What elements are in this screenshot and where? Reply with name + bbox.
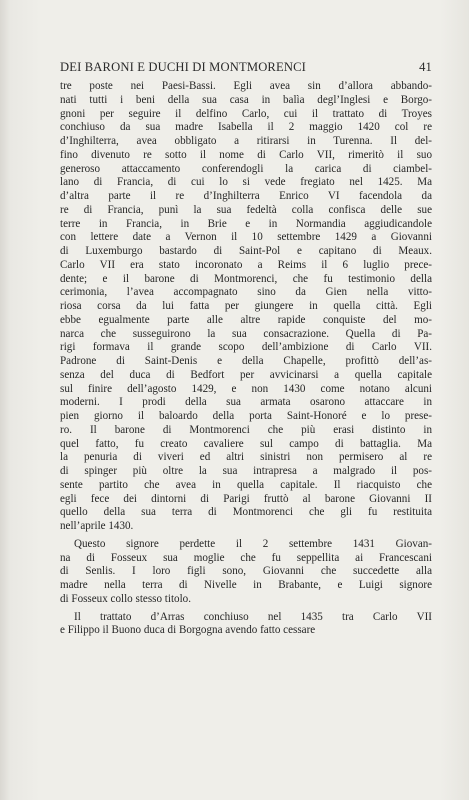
paragraph-2 xyxy=(60,538,432,607)
text-line: d’altra parte il re d’Inghilterra Enrico VI facendola da xyxy=(60,190,432,202)
text-line: quel fatto, fu creato cavaliere sul campo di battaglia. Ma xyxy=(60,437,432,450)
body-text xyxy=(60,80,432,638)
text-line: nell’aprile 1430. xyxy=(60,520,134,532)
text-line: di Luxemburgo bastardo di Saint-Pol e capitano di Meaux. xyxy=(60,245,432,257)
text-line: ro. Il barone di Montmorenci che più erasi distinto in xyxy=(60,423,432,436)
text-line: di Senlis. I loro figli sono, Giovanni che succedette alla xyxy=(60,565,432,578)
text-line: lano di Francia, di cui lo si vede fregiato nel 1425. Ma xyxy=(60,176,432,189)
text-line: cerimonia, l’avea accompagnato sino da Gien nella vitto- xyxy=(60,286,432,299)
text-line: gnoni per seguire il delfino Carlo, cui il trattato di Troyes xyxy=(60,107,432,120)
text-line: nati tutti i beni della sua casa in balìa degl’Inglesi e Borgo- xyxy=(60,93,432,106)
text-line: pien giorno il baloardo della porta Saint-Honoré e lo prese- xyxy=(60,410,432,422)
text-line: terre in Francia, in Brie e in Normandia aggiudicandole xyxy=(60,217,432,230)
text-line: conchiuso da sua madre Isabella il 2 maggio 1420 col re xyxy=(60,121,432,134)
text-line: d’Inghilterra, avea obbligato a ritirarsi in Turenna. Il del- xyxy=(60,135,432,147)
text-line: madre nella terra di Nivelle in Brabante, e Luigi signore xyxy=(60,579,432,591)
text-line: tre poste nei Paesi-Bassi. Egli avea sin d’allora abbando- xyxy=(60,80,432,92)
text-line: quello della sua terra di Montmorenci che gli fu restituita xyxy=(60,506,432,519)
text-line: fino divenuto re sotto il nome di Carlo VII, rimeritò il suo xyxy=(60,148,432,161)
text-line: senza del duca di Bedfort per avvicinarsi a quella capitale xyxy=(60,368,432,381)
text-line: Il trattato d’Arras conchiuso nel 1435 tra Carlo VII xyxy=(74,610,432,623)
text-line: di spinger più oltre la sua intrapresa a malgrado il pos- xyxy=(60,465,432,477)
text-line: Padrone di Saint-Denis e della Chapelle, profittò dell’as- xyxy=(60,355,432,367)
text-line: e Filippo il Buono duca di Borgogna avendo fatto cessare xyxy=(60,624,316,637)
text-line: generoso attaccamento conferendogli la carica di ciambel- xyxy=(60,162,432,175)
paragraph-1 xyxy=(60,80,432,534)
text-line: con lettere date a Vernon il 10 settembre 1429 a Giovanni xyxy=(60,231,432,244)
text-line: re di Francia, punì la sua fedeltà colla confisca delle sue xyxy=(60,203,432,216)
text-line: Carlo VII era stato incoronato a Reims il 6 luglio prece- xyxy=(60,258,432,271)
text-line: rigi formava il grande scopo dell’ambizione di Carlo VII. xyxy=(60,341,432,354)
text-line: la penuria di viveri ed altri sinistri non permisero al re xyxy=(60,451,432,464)
text-line: narca che susseguirono la sua consacrazione. Quella di Pa- xyxy=(60,327,432,340)
running-title: DEI BARONI E DUCHI DI MONTMORENCI xyxy=(60,60,306,74)
text-line: riosa corsa da lui fatta per giungere in quella città. Egli xyxy=(60,300,432,312)
paragraph-3 xyxy=(60,611,432,639)
text-line: egli fece dei dintorni di Parigi fruttò al barone Giovanni II xyxy=(60,492,432,505)
page-number: 41 xyxy=(419,60,432,74)
running-header xyxy=(60,60,432,75)
text-line: Questo signore perdette il 2 settembre 1431 Giovan- xyxy=(74,537,432,550)
text-line: sul finire dell’agosto 1429, e non 1430 come notano alcuni xyxy=(60,382,432,395)
text-line: moderni. I prodi della sua armata osarono attaccare in xyxy=(60,396,432,409)
text-line: ebbe egualmente parte alle altre rapide conquiste del mo- xyxy=(60,313,432,326)
text-line: sente partito che avea in quella capitale. Il riacquisto che xyxy=(60,478,432,491)
text-line: na di Fosseux sua moglie che fu seppellita ai Francescani xyxy=(60,551,432,564)
text-line: di Fosseux collo stesso titolo. xyxy=(60,592,191,605)
text-line: dente; e il barone di Montmorenci, che fu testimonio della xyxy=(60,272,432,285)
